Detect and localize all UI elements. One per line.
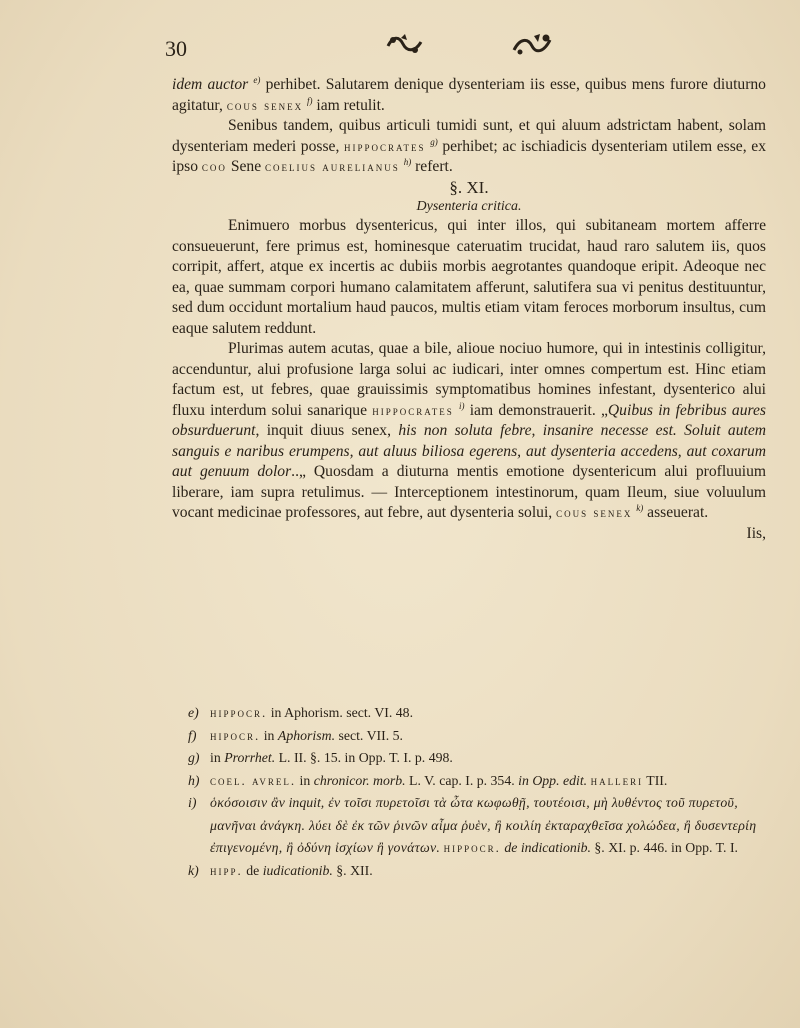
footnote-ref: f) — [306, 95, 313, 106]
italic-text: Aphorism. — [277, 727, 336, 743]
text-run: §. XI. p. 446. in Opp. T. I. — [590, 840, 738, 855]
italic-text: in Opp. edit. — [518, 772, 588, 788]
page-number: 30 — [165, 36, 187, 61]
smallcaps-name: cous senex — [226, 97, 304, 113]
text-run: in — [210, 750, 225, 765]
text-run: TII. — [643, 772, 668, 788]
footnote — [188, 747, 766, 770]
italic-text: inquit — [285, 795, 321, 810]
smallcaps-name: hipocr. — [210, 727, 261, 743]
footnote-ref: k) — [636, 502, 644, 513]
greek-quote: , ἐν τοῖσι πυρετοῖσι τὰ ὦτα κωφωθῇ, τουτέοισι, μὴ λυθέντος τοῦ πυρετοῦ, μανῆναι ἀνάγκη. λύει δὲ ἐκ τῶν ῥινῶν αἷμα ῥυὲν, ἢ κοιλίη ἐκταραχθεῖσα χολώδεα, ἢ δυσεντερίη ἐπιγενομένη, ἢ ὀδύνη ἰσχίων ἢ γονάτων. — [210, 795, 757, 855]
footnote — [188, 702, 766, 725]
footnote-text — [210, 747, 766, 770]
text-run: L. V. cap. I. p. 354. — [405, 772, 519, 788]
greek-quote: ὁκόσοισιν ἂν — [210, 795, 286, 810]
floral-ornament-right-icon — [510, 32, 554, 58]
smallcaps-name: halleri — [590, 772, 644, 788]
text-run: refert. — [411, 158, 453, 175]
text-run: in — [260, 727, 278, 743]
paragraph-1 — [172, 75, 766, 116]
italic-text: chronicor. morb. — [313, 772, 406, 788]
text-run: in — [296, 772, 314, 788]
section-heading: §. XI. — [449, 177, 489, 197]
italic-text: de indicationib. — [504, 840, 591, 855]
text-run: Sene — [226, 158, 266, 175]
italic-text: iudicationib. — [262, 862, 333, 878]
italic-text: idem auctor — [172, 76, 249, 93]
paragraph-4 — [172, 339, 766, 524]
text-run: de — [242, 862, 263, 878]
footnote-ref: h) — [403, 156, 412, 167]
text-run: §. XII. — [332, 862, 373, 878]
italic-quote: Quibus in febribus aures obsurduerunt — [172, 401, 766, 439]
text-run: ..„ Quosdam a diuturna mentis emotione dysentericum alui profluuium liberare, iam supra retulimus. — Interceptionem intestinorum, quam Ileum, siue voluulum vocant medicinae professores, aut febre, aut dysenteria solui, — [172, 463, 766, 521]
smallcaps-name: hippocr. — [443, 840, 501, 855]
italic-text: Prorrhet. — [224, 750, 276, 765]
text-run: sect. VII. 5. — [335, 727, 403, 743]
footnote-mark: h) — [188, 772, 200, 788]
footnote — [188, 792, 766, 860]
footnote — [188, 860, 766, 883]
text-run: perhibet; ac ischiadicis dysenteriam utilem esse, ex ipso — [172, 137, 766, 175]
footnote-text — [210, 860, 766, 883]
text-run: L. II. §. 15. in Opp. T. I. p. 498. — [275, 750, 453, 765]
text-run: perhibet. Salutarem denique dysenteriam iis esse, quibus mens furore diuturno agitatur, — [172, 76, 766, 114]
smallcaps-name: hippocr. — [210, 705, 268, 720]
catchword: Iis, — [746, 524, 766, 542]
footnote-mark: k) — [188, 862, 199, 878]
smallcaps-name: coel. avrel. — [210, 772, 297, 788]
smallcaps-name: coo — [201, 159, 227, 174]
footnotes — [188, 702, 766, 882]
italic-quote: his non soluta febre, insanire necesse est. Soluit autem sanguis e naribus erumpens, aut aluus biliosa egerens, aut dysenteria accedens, aut coxarum aut genuum dolor — [172, 422, 767, 480]
smallcaps-name: coelius aurelianus — [265, 159, 400, 174]
footnote-mark: g) — [188, 750, 200, 765]
text-run: iam retulit. — [312, 96, 385, 114]
main-text — [172, 75, 766, 544]
footnote-text — [210, 725, 766, 748]
smallcaps-name: hipp. — [210, 862, 243, 878]
text-run: , inquit diuus senex, — [255, 422, 399, 439]
smallcaps-name: cous senex — [556, 505, 633, 520]
footnote-ref: i) — [458, 400, 465, 411]
page-header — [165, 28, 765, 68]
text-run: asseuerat. — [643, 504, 709, 521]
smallcaps-name: hippocrates — [372, 402, 454, 418]
footnote-ref: e) — [253, 74, 261, 85]
paragraph-2 — [172, 116, 766, 178]
floral-ornament-left-icon — [385, 32, 425, 58]
paragraph-3: Enimuero morbus dysentericus, qui inter illos, qui subitaneam mortem afferre consueuerunt, fere primus est, hominesque cateruatim trucidat, haud raro salutem iis, quos corripit, affert, atque ex incertis ac dubiis morbis aegrotantes quandoque eripit. Adeoque nec ea, quae summam corpori humano calamitatem afferunt, salutifera sua vi penitus destituuntur, sed dum occidunt mortalium haud paucos, multis etiam vitam feroces morborum insultus, cum eaque salutem reddunt. — [172, 217, 766, 337]
footnote-mark: e) — [188, 705, 199, 720]
text-run: in Aphorism. sect. VI. 48. — [267, 705, 414, 720]
text-run: Plurimas autem acutas, quae a bile, alioue nociuo humore, qui in intestinis colligitur, accenduntur, alui profusione larga solui ac iudicari, inter omnes compertum est. Hinc etiam factum est, ut febres, quae grauissimis symptomatibus homines infestant, dysenterico alui fluxu interdum solui sanarique — [172, 340, 766, 419]
footnote — [188, 725, 766, 748]
footnote-mark: i) — [188, 795, 197, 810]
section-subtitle: Dysenteria critica. — [416, 199, 522, 214]
text-run: iam demonstrauerit. „ — [464, 401, 608, 419]
footnote-mark: f) — [188, 727, 197, 743]
footnote-ref: g) — [430, 136, 438, 147]
footnote-text — [210, 792, 766, 860]
smallcaps-name: hippocrates — [344, 138, 426, 154]
footnote-text — [210, 702, 766, 725]
footnote — [188, 770, 766, 793]
text-run: Senibus tandem, quibus articuli tumidi sunt, et qui aluum adstrictam habent, solam dysenteriam mederi posse, — [172, 117, 766, 155]
footnote-text — [210, 770, 766, 793]
